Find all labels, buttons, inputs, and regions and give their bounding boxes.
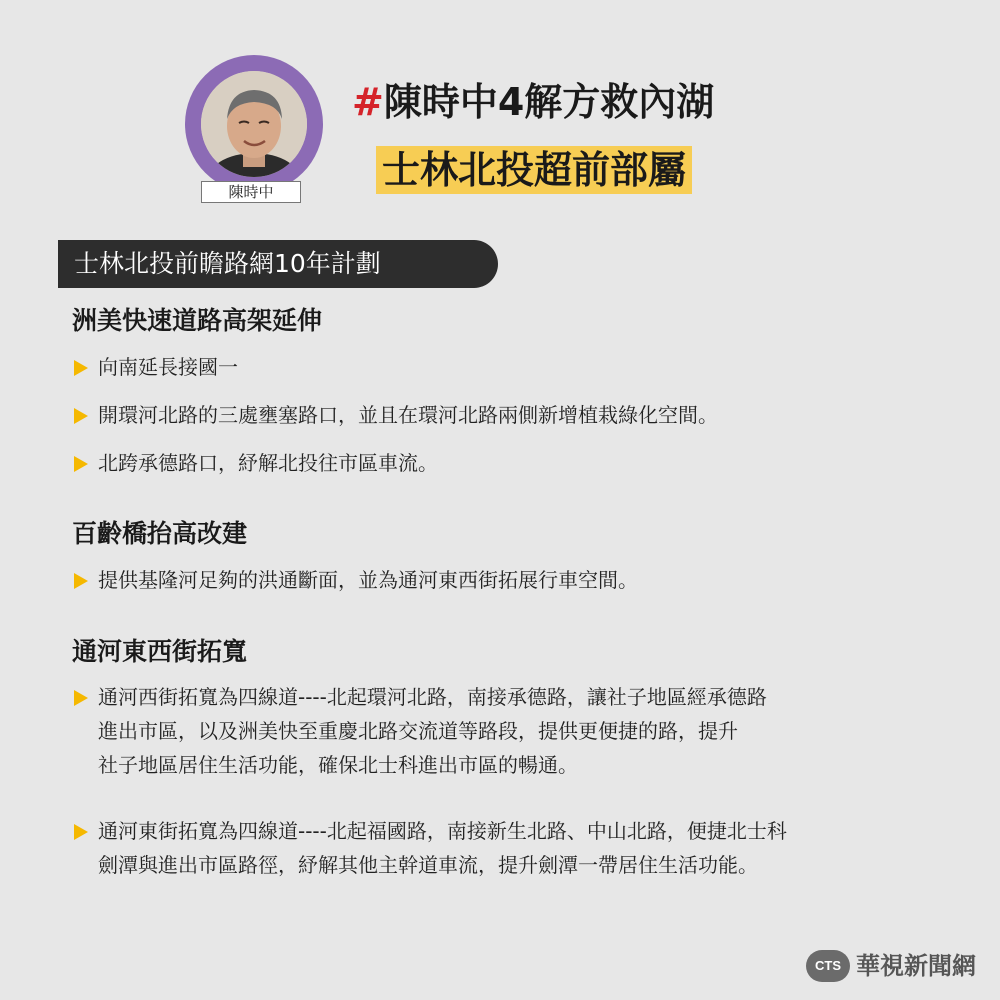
triangle-bullet-icon bbox=[74, 408, 88, 424]
title-line1-text: 陳時中4解方救內湖 bbox=[383, 80, 715, 124]
list-item bbox=[74, 398, 718, 432]
avatar bbox=[201, 71, 307, 177]
bullet-text: 北跨承德路口，紓解北投往市區車流。 bbox=[98, 451, 438, 475]
bullet-text-line: 社子地區居住生活功能，確保北士科進出市區的暢通。 bbox=[98, 753, 578, 777]
section-heading: 通河東西街拓寬 bbox=[72, 637, 248, 666]
list-item bbox=[74, 446, 438, 480]
bullet-text-line: 劍潭與進出市區路徑，紓解其他主幹道車流，提升劍潭一帶居住生活功能。 bbox=[98, 853, 758, 877]
page-title bbox=[352, 78, 714, 126]
list-item bbox=[74, 814, 787, 882]
triangle-bullet-icon bbox=[74, 690, 88, 706]
list-item bbox=[74, 563, 638, 597]
list-item bbox=[74, 350, 238, 384]
list-item bbox=[74, 680, 767, 782]
section-heading: 百齡橋抬高改建 bbox=[72, 519, 248, 548]
bullet-text: 向南延長接國一 bbox=[98, 355, 238, 379]
triangle-bullet-icon bbox=[74, 360, 88, 376]
bullet-text: 提供基隆河足夠的洪通斷面，並為通河東西街拓展行車空間。 bbox=[98, 568, 638, 592]
bullet-text-line: 通河東街拓寬為四線道----北起福國路，南接新生北路、中山北路，便捷北士科 bbox=[98, 819, 787, 843]
section-label-pill: 士林北投前瞻路網10年計劃 bbox=[58, 240, 498, 288]
triangle-bullet-icon bbox=[74, 456, 88, 472]
page-subtitle: 士林北投超前部屬 bbox=[376, 146, 692, 194]
logo-text: 華視新聞網 bbox=[856, 952, 976, 980]
triangle-bullet-icon bbox=[74, 573, 88, 589]
hash-symbol: # bbox=[352, 80, 384, 124]
cts-badge-icon: CTS bbox=[806, 950, 850, 982]
portrait-photo bbox=[201, 71, 307, 177]
avatar-ring bbox=[185, 55, 323, 193]
bullet-text-line: 通河西街拓寬為四線道----北起環河北路，南接承德路，讓社子地區經承德路 bbox=[98, 685, 767, 709]
cts-logo bbox=[806, 948, 986, 984]
bullet-text-line: 進出市區，以及洲美快至重慶北路交流道等路段，提供更便捷的路，提升 bbox=[98, 719, 738, 743]
avatar-name-tag: 陳時中 bbox=[201, 181, 301, 203]
bullet-text: 開環河北路的三處壅塞路口，並且在環河北路兩側新增植栽綠化空間。 bbox=[98, 403, 718, 427]
section-heading: 洲美快速道路高架延伸 bbox=[72, 306, 323, 335]
triangle-bullet-icon bbox=[74, 824, 88, 840]
